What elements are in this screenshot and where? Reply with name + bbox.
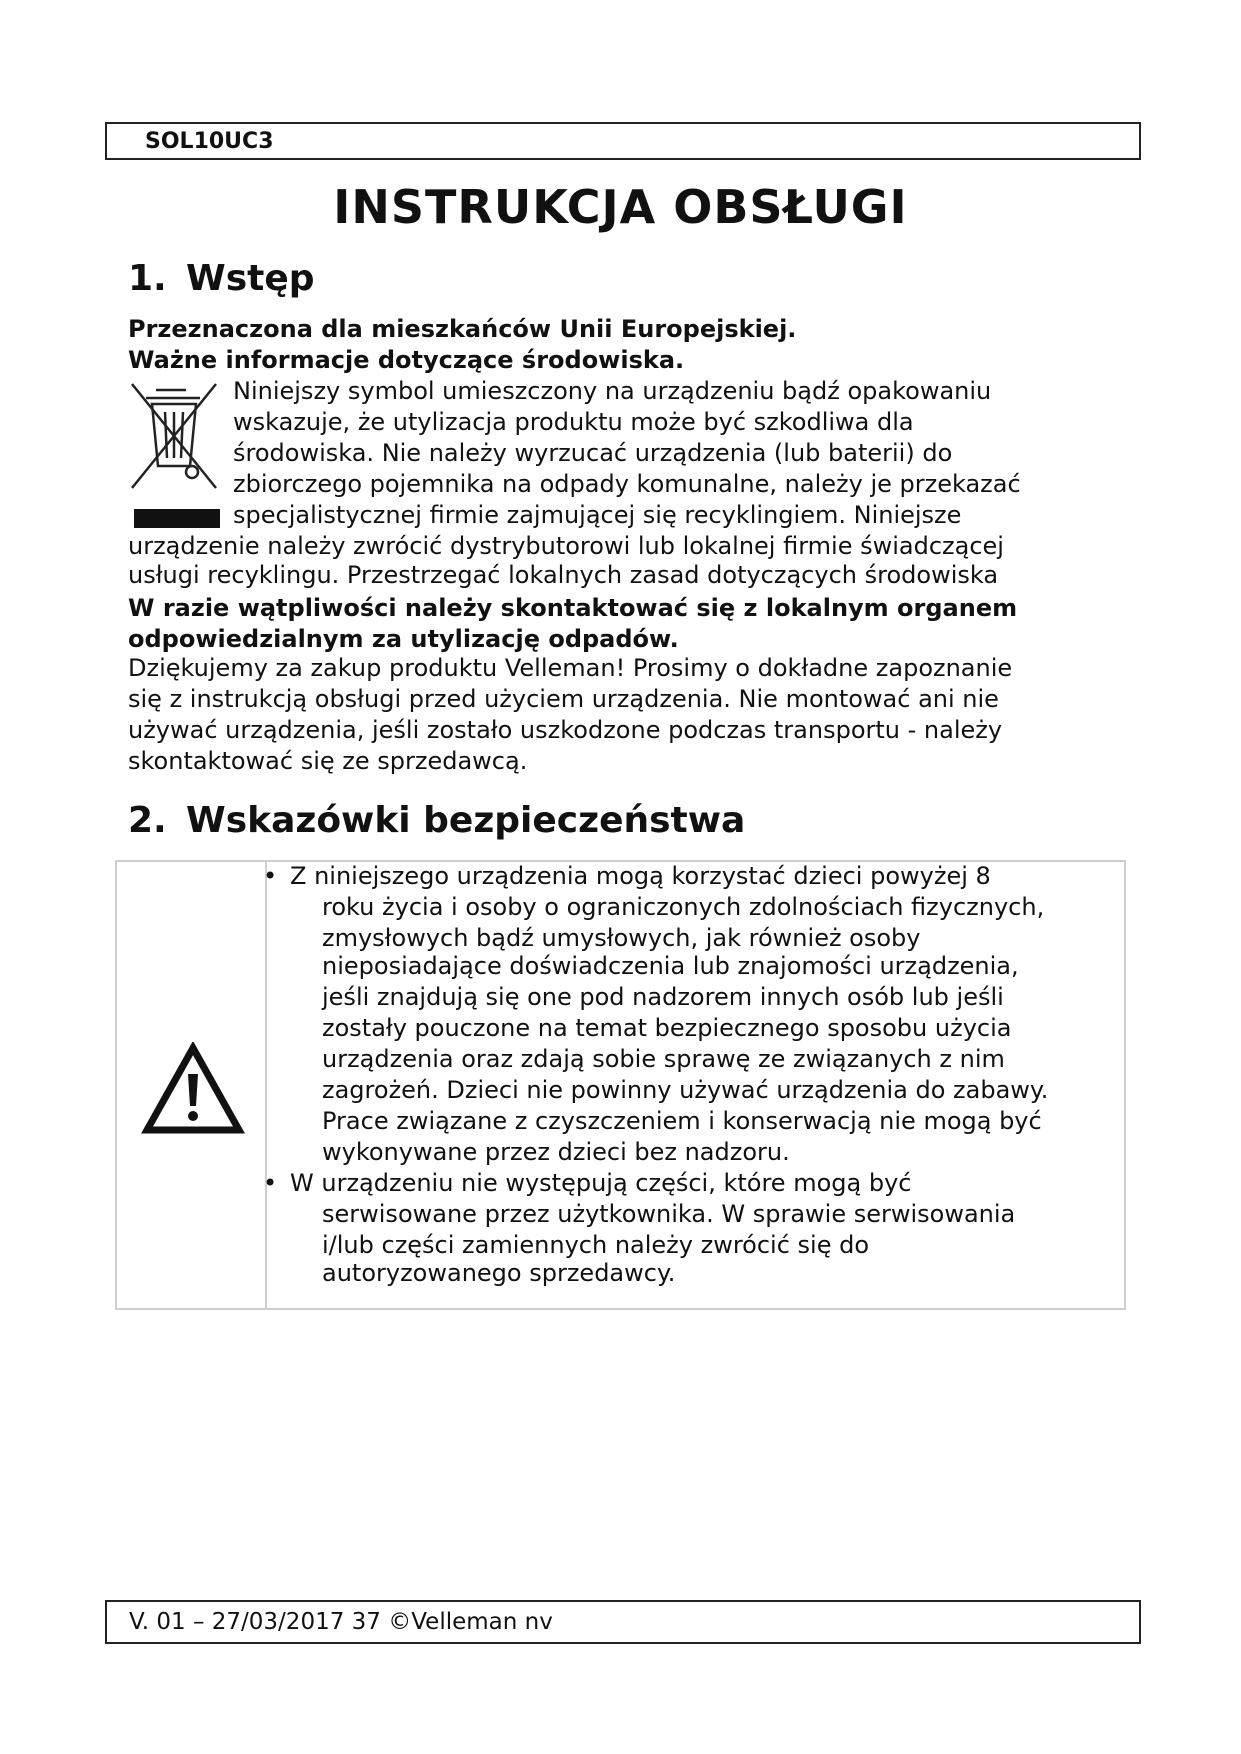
body-line: Dziękujemy za zakup produktu Velleman! Prosimy o dokładne zapoznanie bbox=[128, 654, 1013, 682]
section-1-number: 1. bbox=[128, 258, 167, 299]
bullet-marker: • bbox=[263, 1169, 278, 1197]
body-line: Niniejszy symbol umieszczony na urządzeniu bądź opakowaniu bbox=[233, 377, 992, 405]
body-line: się z instrukcją obsługi przed użyciem urządzenia. Nie montować ani nie bbox=[128, 685, 999, 713]
bullet-line: wykonywane przez dzieci bez nadzoru. bbox=[322, 1138, 790, 1166]
section-1-heading bbox=[128, 258, 315, 299]
bullet-marker: • bbox=[263, 862, 278, 890]
bullet-line: nieposiadające doświadczenia lub znajomości urządzenia, bbox=[322, 952, 1019, 980]
bullet-line: Prace związane z czyszczeniem i konserwacją nie mogą być bbox=[322, 1107, 1042, 1135]
body-line: używać urządzenia, jeśli zostało uszkodzone podczas transportu - należy bbox=[128, 716, 1003, 744]
bullet-line: W urządzeniu nie występują części, które mogą być bbox=[290, 1169, 912, 1197]
model-number: SOL10UC3 bbox=[145, 129, 274, 154]
bullet-line: zmysłowych bądź umysłowych, jak również osoby bbox=[322, 924, 921, 952]
section-2-number: 2. bbox=[128, 800, 167, 841]
section-2-title: Wskazówki bezpieczeństwa bbox=[186, 800, 746, 841]
document-title: INSTRUKCJA OBSŁUGI bbox=[333, 180, 908, 234]
eu-notice-line: Przeznaczona dla mieszkańców Unii Europejskiej. bbox=[128, 315, 797, 343]
bullet-line: autoryzowanego sprzedawcy. bbox=[322, 1259, 676, 1287]
warning-triangle-icon bbox=[141, 1042, 245, 1136]
bullet-line: zostały pouczone na temat bezpiecznego sposobu użycia bbox=[322, 1014, 1012, 1042]
body-line: środowiska. Nie należy wyrzucać urządzenia (lub baterii) do bbox=[233, 439, 953, 467]
disposal-notice-line: odpowiedzialnym za utylizację odpadów. bbox=[128, 625, 679, 653]
table-divider bbox=[265, 862, 267, 1308]
body-line: specjalistycznej firmie zajmującej się recyklingiem. Niniejsze bbox=[233, 501, 962, 529]
body-line: urządzenie należy zwrócić dystrybutorowi lub lokalnej firmie świadczącej bbox=[128, 532, 1004, 560]
section-1-title: Wstęp bbox=[186, 258, 315, 299]
weee-crossed-bin-icon bbox=[128, 380, 220, 492]
section-2-heading bbox=[128, 800, 745, 841]
body-line: zbiorczego pojemnika na odpady komunalne, należy je przekazać bbox=[233, 470, 1021, 498]
bullet-line: zagrożeń. Dzieci nie powinny używać urządzenia do zabawy. bbox=[322, 1076, 1049, 1104]
environment-notice-line: Ważne informacje dotyczące środowiska. bbox=[128, 346, 685, 374]
bullet-line: roku życia i osoby o ograniczonych zdolnościach fizycznych, bbox=[322, 893, 1045, 921]
bullet-line: Z niniejszego urządzenia mogą korzystać dzieci powyżej 8 bbox=[290, 862, 991, 890]
body-line: usługi recyklingu. Przestrzegać lokalnych zasad dotyczących środowiska bbox=[128, 561, 999, 589]
header-box bbox=[105, 122, 1141, 160]
bullet-line: jeśli znajdują się one pod nadzorem innych osób lub jeśli bbox=[322, 983, 1004, 1011]
footer-box bbox=[105, 1600, 1141, 1644]
footer-version-page: V. 01 – 27/03/2017 37 ©Velleman nv bbox=[129, 1609, 553, 1635]
disposal-notice-line: W razie wątpliwości należy skontaktować się z lokalnym organem bbox=[128, 594, 1018, 622]
bullet-line: i/lub części zamiennych należy zwrócić się do bbox=[322, 1231, 870, 1259]
bullet-line: serwisowane przez użytkownika. W sprawie serwisowania bbox=[322, 1200, 1016, 1228]
body-line: skontaktować się ze sprzedawcą. bbox=[128, 747, 528, 775]
bullet-line: urządzenia oraz zdają sobie sprawę ze związanych z nim bbox=[322, 1045, 1005, 1073]
weee-underline-bar bbox=[134, 509, 220, 528]
body-line: wskazuje, że utylizacja produktu może być szkodliwa dla bbox=[233, 408, 914, 436]
